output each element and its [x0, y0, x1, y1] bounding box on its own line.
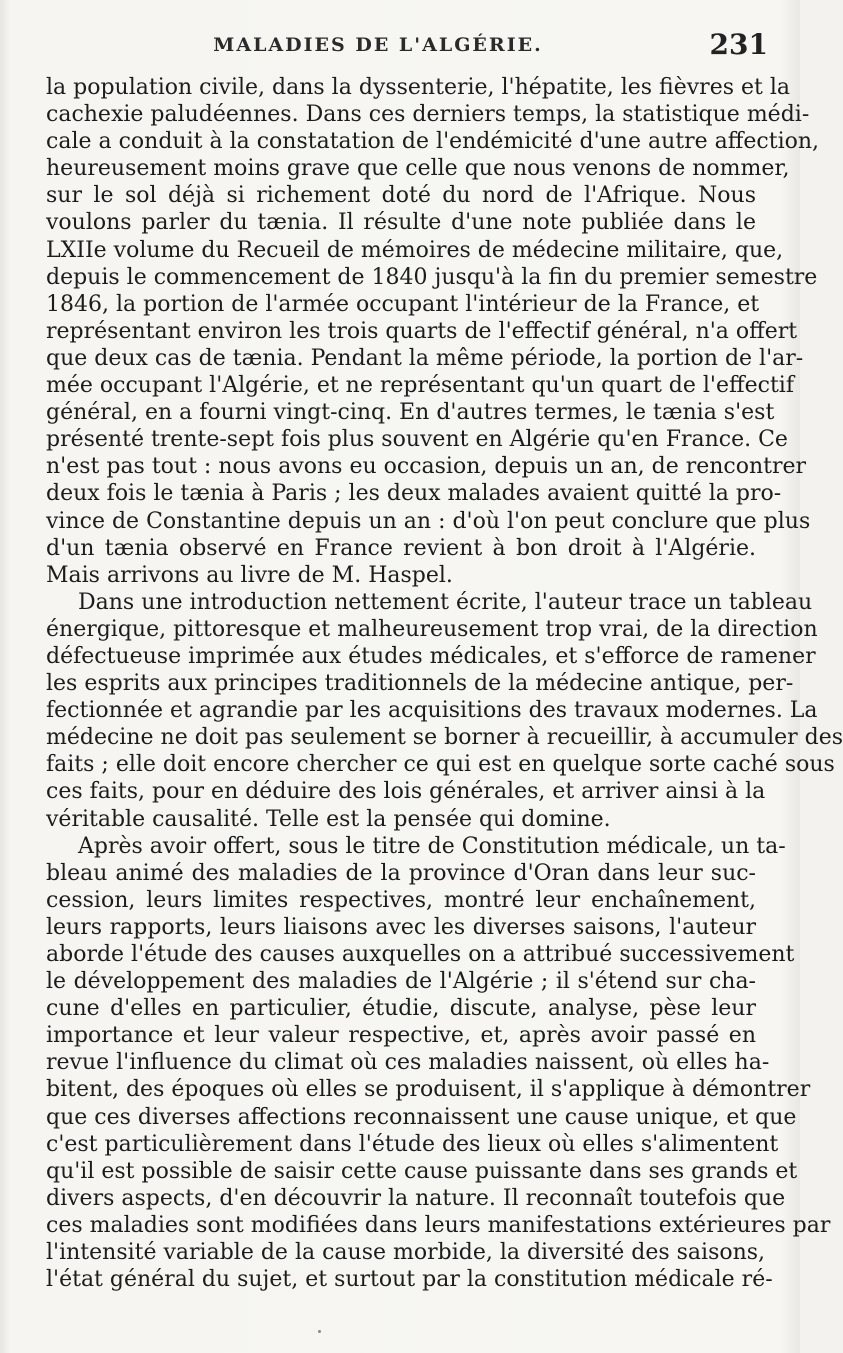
text-line: leurs rapports, leurs liaisons avec les diverses saisons, l'auteur [46, 914, 756, 940]
text-line: divers aspects, d'en découvrir la nature. Il reconnaît toutefois que [46, 1185, 786, 1211]
text-line: Mais arrivons au livre de M. Haspel. [46, 562, 453, 588]
text-line: présenté trente-sept fois plus souvent en Algérie qu'en France. Ce [46, 427, 788, 453]
text-line: que ces diverses affections reconnaissent une cause unique, et que [46, 1104, 797, 1130]
text-line: cession, leurs limites respectives, montré leur enchaînement, [46, 887, 756, 913]
text-line: n'est pas tout : nous avons eu occasion, depuis un an, de rencontrer [46, 454, 807, 480]
text-line: cale a conduit à la constatation de l'endémicité d'une autre affection, [46, 129, 820, 155]
text-line: les esprits aux principes traditionnels de la médecine antique, per- [46, 671, 794, 697]
text-line: voulons parler du tænia. Il résulte d'une note publiée dans le [46, 210, 756, 236]
text-line: général, en a fourni vingt-cinq. En d'autres termes, le tænia s'est [46, 400, 775, 426]
text-line: depuis le commencement de 1840 jusqu'à la fin du premier semestre [46, 264, 818, 290]
page-header [48, 28, 768, 68]
text-line: aborde l'étude des causes auxquelles on a attribué successivement [46, 942, 795, 967]
text-line: ces faits, pour en déduire des lois générales, et arriver ainsi à la [46, 779, 766, 805]
text-line: cachexie paludéennes. Dans ces derniers temps, la statistique médi- [46, 102, 810, 128]
text-line: vince de Constantine depuis un an : d'où l'on peut conclure que plus [46, 508, 811, 534]
print-speck [318, 1330, 321, 1333]
text-line: ces maladies sont modifiées dans leurs manifestations extérieures par [46, 1212, 831, 1238]
running-title: MALADIES DE L'ALGÉRIE. [213, 34, 543, 56]
text-line: heureusement moins grave que celle que nous venons de nommer, [46, 156, 790, 182]
body-text [46, 74, 843, 1293]
text-line: que deux cas de tænia. Pendant la même période, la portion de l'ar- [46, 345, 804, 371]
text-line: 1846, la portion de l'armée occupant l'intérieur de la France, et [46, 291, 760, 317]
text-line: d'un tænia observé en France revient à bon droit à l'Algérie. [46, 535, 756, 561]
text-line: bitent, des époques où elles se produisent, il s'applique à démontrer [46, 1077, 811, 1103]
text-line: véritable causalité. Telle est la pensée qui domine. [46, 806, 611, 832]
text-line: énergique, pittoresque et malheureusement trop vrai, de la direction [46, 616, 818, 642]
text-line: Dans une introduction nettement écrite, l'auteur trace un tableau [78, 589, 813, 615]
text-line: le développement des maladies de l'Algérie ; il s'étend sur cha- [46, 969, 756, 995]
text-line: la population civile, dans la dyssenterie, l'hépatite, les fièvres et la [46, 75, 791, 100]
text-line: l'intensité variable de la cause morbide, la diversité des saisons, [46, 1240, 766, 1266]
text-line: revue l'influence du climat où ces maladies naissent, où elles ha- [46, 1050, 770, 1076]
text-line: représentant environ les trois quarts de l'effectif général, n'a offert [46, 318, 798, 344]
text-line: sur le sol déjà si richement doté du nord de l'Afrique. Nous [46, 183, 756, 209]
text-line: qu'il est possible de saisir cette cause puissante dans ses grands et [46, 1158, 798, 1184]
text-line: médecine ne doit pas seulement se borner à recueillir, à accumuler des [46, 725, 843, 751]
text-line: Après avoir offert, sous le titre de Constitution médicale, un ta- [78, 833, 786, 859]
text-line: importance et leur valeur respective, et, après avoir passé en [46, 1023, 756, 1049]
text-line: l'état général du sujet, et surtout par la constitution médicale ré- [46, 1267, 773, 1293]
text-line: cune d'elles en particulier, étudie, discute, analyse, pèse leur [46, 996, 756, 1022]
text-line: c'est particulièrement dans l'étude des lieux où elles s'alimentent [46, 1131, 779, 1157]
text-line: défectueuse imprimée aux études médicales, et s'efforce de ramener [46, 643, 816, 669]
text-line: mée occupant l'Algérie, et ne représentant qu'un quart de l'effectif [46, 373, 794, 399]
text-line: faits ; elle doit encore chercher ce qui est en quelque sorte caché sous [46, 752, 835, 778]
text-line: bleau animé des maladies de la province d'Oran dans leur suc- [46, 860, 756, 886]
text-line: LXIIe volume du Recueil de mémoires de médecine militaire, que, [46, 237, 784, 263]
text-line: deux fois le tænia à Paris ; les deux malades avaient quitté la pro- [46, 481, 782, 507]
text-line: fectionnée et agrandie par les acquisitions des travaux modernes. La [46, 698, 818, 724]
page-number: 231 [709, 28, 768, 61]
